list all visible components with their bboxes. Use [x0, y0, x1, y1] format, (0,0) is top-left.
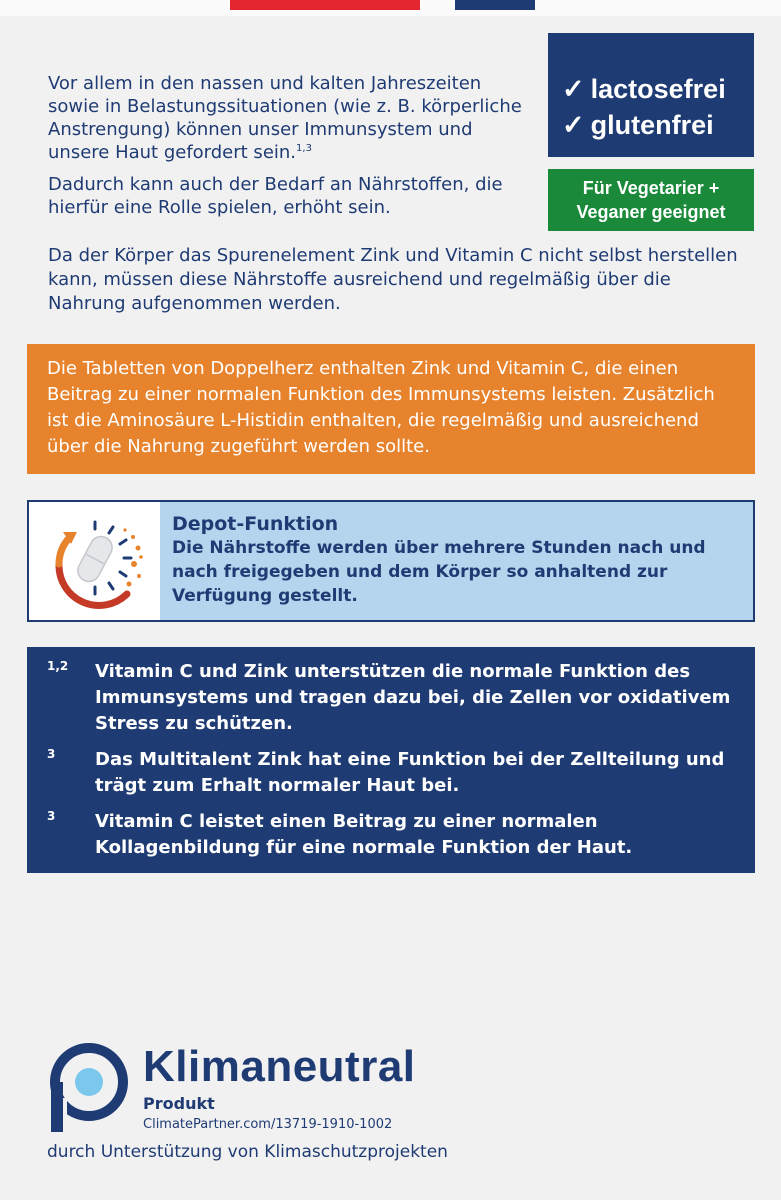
tablet-clock-icon — [29, 502, 160, 620]
claim-item — [47, 809, 741, 861]
gluten-free-row — [562, 107, 754, 143]
intro-paragraph-1-text: Vor allem in den nassen und kalten Jahreszeiten sowie in Belastungssituationen (wie z. B. körperliche Anstrengung) können unser Immunsystem und unsere Haut gefordert sein. — [48, 73, 522, 163]
depot-text-area — [160, 502, 753, 620]
allergen-badge — [548, 33, 754, 157]
claim-item — [47, 659, 741, 737]
intro-text — [48, 72, 538, 228]
vegan-badge-line-1: Für Vegetarier + — [582, 178, 720, 198]
health-claims-box — [27, 647, 755, 873]
claim-ref: 3 — [47, 747, 56, 761]
claim-item — [47, 747, 741, 799]
top-blue-bar — [455, 0, 535, 10]
vegan-badge-line-2: Veganer geeignet — [576, 202, 726, 222]
gluten-free-label: glutenfrei — [590, 110, 714, 140]
climate-neutral-subtitle: Produkt — [143, 1094, 215, 1113]
intro-paragraph-2: Dadurch kann auch der Bedarf an Nährstoffen, die hierfür eine Rolle spielen, erhöht sein. — [48, 174, 503, 218]
climatepartner-url: ClimatePartner.com/13719-1910-1002 — [143, 1117, 393, 1132]
depot-function-box — [27, 500, 755, 622]
claim-text: Das Multitalent Zink hat eine Funktion bei der Zellteilung und trägt zum Erhalt normaler Haut bei. — [95, 749, 725, 796]
claim-ref: 1,2 — [47, 659, 69, 673]
climate-neutral-title: Klimaneutral — [143, 1042, 416, 1091]
claim-text: Vitamin C und Zink unterstützen die normale Funktion des Immunsystems und tragen dazu bei, die Zellen vor oxidativem Stress zu schützen. — [95, 661, 731, 734]
check-icon: ✓ — [562, 74, 585, 104]
depot-title: Depot-Funktion — [172, 513, 339, 535]
intro-paragraph-3: Da der Körper das Spurenelement Zink und Vitamin C nicht selbst herstellen kann, müssen diese Nährstoffe ausreichend und regelmäßig über die Nahrung aufgenommen werden. — [48, 245, 738, 314]
claim-text: Vitamin C leistet einen Beitrag zu einer normalen Kollagenbildung für eine normale Funktion der Haut. — [95, 811, 633, 858]
footnote-ref: 1,3 — [296, 143, 312, 154]
vegan-badge — [548, 169, 754, 231]
top-red-bar — [230, 0, 420, 10]
lactose-free-row — [562, 71, 754, 107]
intro-paragraph-1 — [48, 72, 538, 164]
lactose-free-label: lactosefrei — [590, 74, 726, 104]
check-icon: ✓ — [562, 110, 585, 140]
depot-description: Die Nährstoffe werden über mehrere Stunden nach und nach freigegeben und dem Körper so anhaltend zur Verfügung gestellt. — [172, 538, 706, 606]
climatepartner-logo — [47, 1040, 133, 1140]
top-edge-strip — [0, 0, 781, 16]
claim-ref: 3 — [47, 809, 56, 823]
climate-neutral-footer: durch Unterstützung von Klimaschutzprojekten — [47, 1142, 448, 1162]
product-info-box: Die Tabletten von Doppelherz enthalten Zink und Vitamin C, die einen Beitrag zu einer normalen Funktion des Immunsystems leisten. Zusätzlich ist die Aminosäure L-Histidin enthalten, die regelmäßig und ausreichend über die Nahrung zugeführt werden sollte. — [27, 344, 755, 474]
